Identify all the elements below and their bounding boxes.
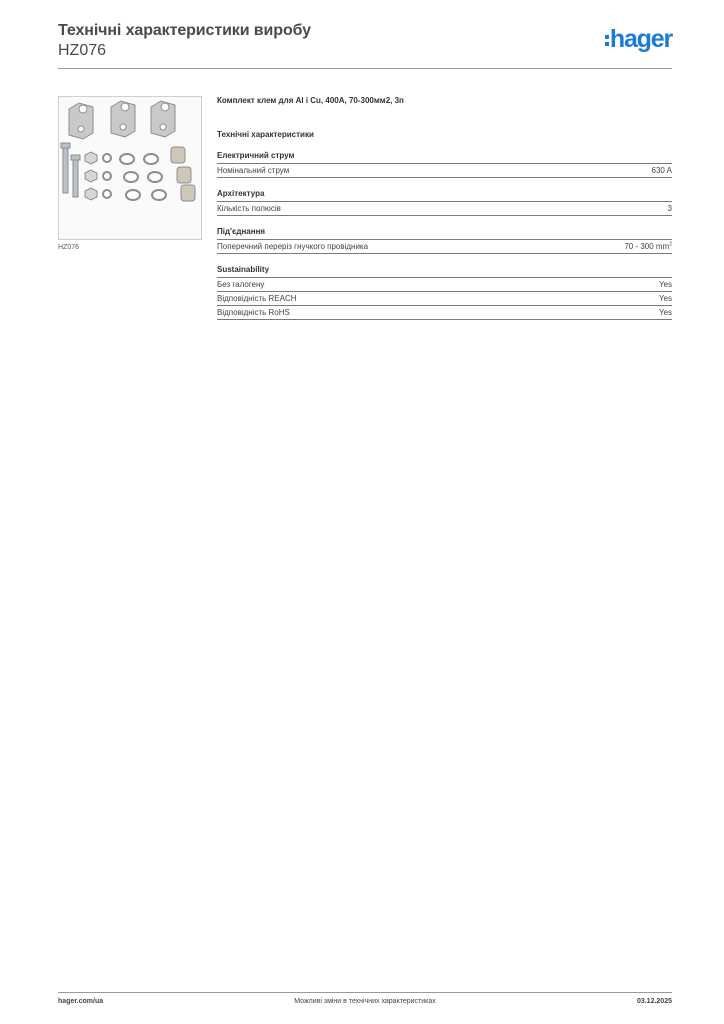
spec-value: 630 A (651, 166, 672, 175)
spec-value-cross-section (624, 242, 672, 252)
header-divider (58, 68, 672, 69)
product-description: Комплект клем для Al і Cu, 400A, 70-300мм2, 3п (217, 96, 404, 105)
product-image (58, 96, 202, 240)
spec-label: Відповідність REACH (217, 294, 297, 303)
footer-date: 03.12.2025 (636, 998, 672, 1005)
spec-value: Yes (658, 294, 672, 303)
spec-row (217, 278, 672, 292)
spec-label: Кількість полюсів (217, 204, 281, 213)
page-title: Технічні характеристики виробу (58, 22, 311, 39)
terminal-kit-illustration (59, 97, 201, 239)
group-connection (217, 227, 672, 254)
group-title: Sustainability (217, 265, 672, 278)
group-sustainability (217, 265, 672, 320)
spec-row (217, 292, 672, 306)
page-footer (58, 998, 672, 1010)
spec-label: Поперечний переріз гнучкого провідника (217, 242, 369, 251)
footer-notice: Можливі зміни в технічних характеристиках (294, 998, 436, 1005)
spec-value: Yes (658, 308, 672, 317)
spec-row (217, 164, 672, 178)
spec-row (217, 240, 672, 254)
spec-label: Без галогену (217, 280, 265, 289)
spec-row (217, 202, 672, 216)
image-caption: HZ076 (58, 244, 80, 251)
spec-value: Yes (658, 280, 672, 289)
group-architecture (217, 189, 672, 216)
group-electric-current (217, 151, 672, 178)
section-title: Технічні характеристики (217, 130, 314, 139)
group-title: Електричний струм (217, 151, 672, 164)
spec-value-superscript: 2 (669, 241, 672, 248)
logo-text: hager (609, 25, 672, 53)
footer-divider (58, 992, 672, 993)
spec-label: Номінальний струм (217, 166, 290, 175)
spec-panel (217, 95, 672, 320)
spec-row (217, 306, 672, 320)
website-link[interactable]: hager.com/ua (58, 998, 104, 1005)
spec-value: 70 - 300 mm (624, 242, 670, 251)
hager-logo[interactable] (605, 26, 672, 56)
group-title: Архітектура (217, 189, 672, 202)
page-header (58, 22, 672, 70)
product-code: HZ076 (58, 42, 107, 59)
spec-value: 3 (667, 204, 672, 213)
group-title: Під'єднання (217, 227, 672, 240)
logo-dots-icon (605, 35, 609, 49)
spec-label: Відповідність RoHS (217, 308, 290, 317)
